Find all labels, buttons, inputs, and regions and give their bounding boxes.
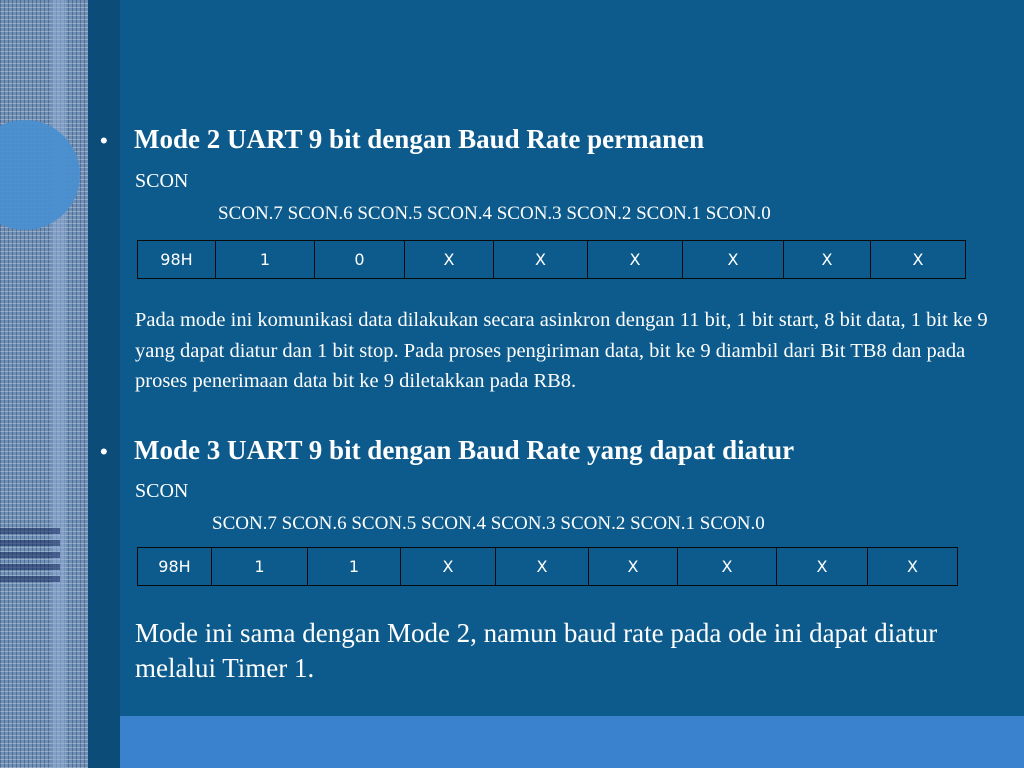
bit-cell: X (405, 241, 494, 279)
sidebar-shadow (88, 0, 120, 768)
register-address-cell: 98H (138, 548, 212, 586)
register-address-cell: 98H (138, 241, 216, 279)
bottom-band (120, 716, 1024, 768)
bit-cell: X (784, 241, 871, 279)
section-2-heading: Mode 3 UART 9 bit dengan Baud Rate yang dapat diatur (134, 435, 795, 465)
bit-cell: X (401, 548, 496, 586)
section-1-register-table (137, 240, 966, 279)
sidebar-stripe (52, 0, 66, 768)
section-2-bullet-row (100, 435, 794, 466)
section-1-heading: Mode 2 UART 9 bit dengan Baud Rate permanen (134, 124, 705, 154)
bullet-icon: • (100, 439, 108, 464)
bit-cell: 1 (216, 241, 315, 279)
bit-cell: X (871, 241, 966, 279)
section-2-register-label: SCON (135, 480, 189, 502)
bit-cell: X (494, 241, 588, 279)
bit-cell: 1 (308, 548, 401, 586)
bit-cell: X (777, 548, 868, 586)
bit-cell: X (678, 548, 777, 586)
section-1-description: Pada mode ini komunikasi data dilakukan secara asinkron dengan 11 bit, 1 bit start, 8 bit data, 1 bit ke 9 yang dapat diatur dan 1 bit stop. Pada proses pengiriman data, bit ke 9 diambil dari Bit TB8 dan pada proses penerimaan data bit ke 9 diletakkan pada RB8. (135, 309, 988, 392)
section-1-bullet-row (100, 124, 704, 155)
bit-cell: 1 (212, 548, 308, 586)
section-2-register-table (137, 547, 958, 586)
section-2-description: Mode ini sama dengan Mode 2, namun baud rate pada ode ini dapat diatur melalui Timer 1. (135, 618, 938, 683)
sidebar-bars (0, 528, 60, 588)
decorative-sidebar (0, 0, 88, 768)
bit-cell: X (496, 548, 589, 586)
bit-cell: X (588, 241, 683, 279)
section-2-bit-names: SCON.7 SCON.6 SCON.5 SCON.4 SCON.3 SCON.2 SCON.1 SCON.0 (212, 513, 765, 534)
bit-cell: X (683, 241, 784, 279)
table-row (138, 241, 966, 279)
bullet-icon: • (100, 128, 108, 153)
bit-cell: 0 (315, 241, 405, 279)
bit-cell: X (868, 548, 958, 586)
section-1-bit-names: SCON.7 SCON.6 SCON.5 SCON.4 SCON.3 SCON.2 SCON.1 SCON.0 (218, 203, 771, 224)
bit-cell: X (589, 548, 678, 586)
section-1-register-label: SCON (135, 170, 189, 192)
table-row (138, 548, 958, 586)
